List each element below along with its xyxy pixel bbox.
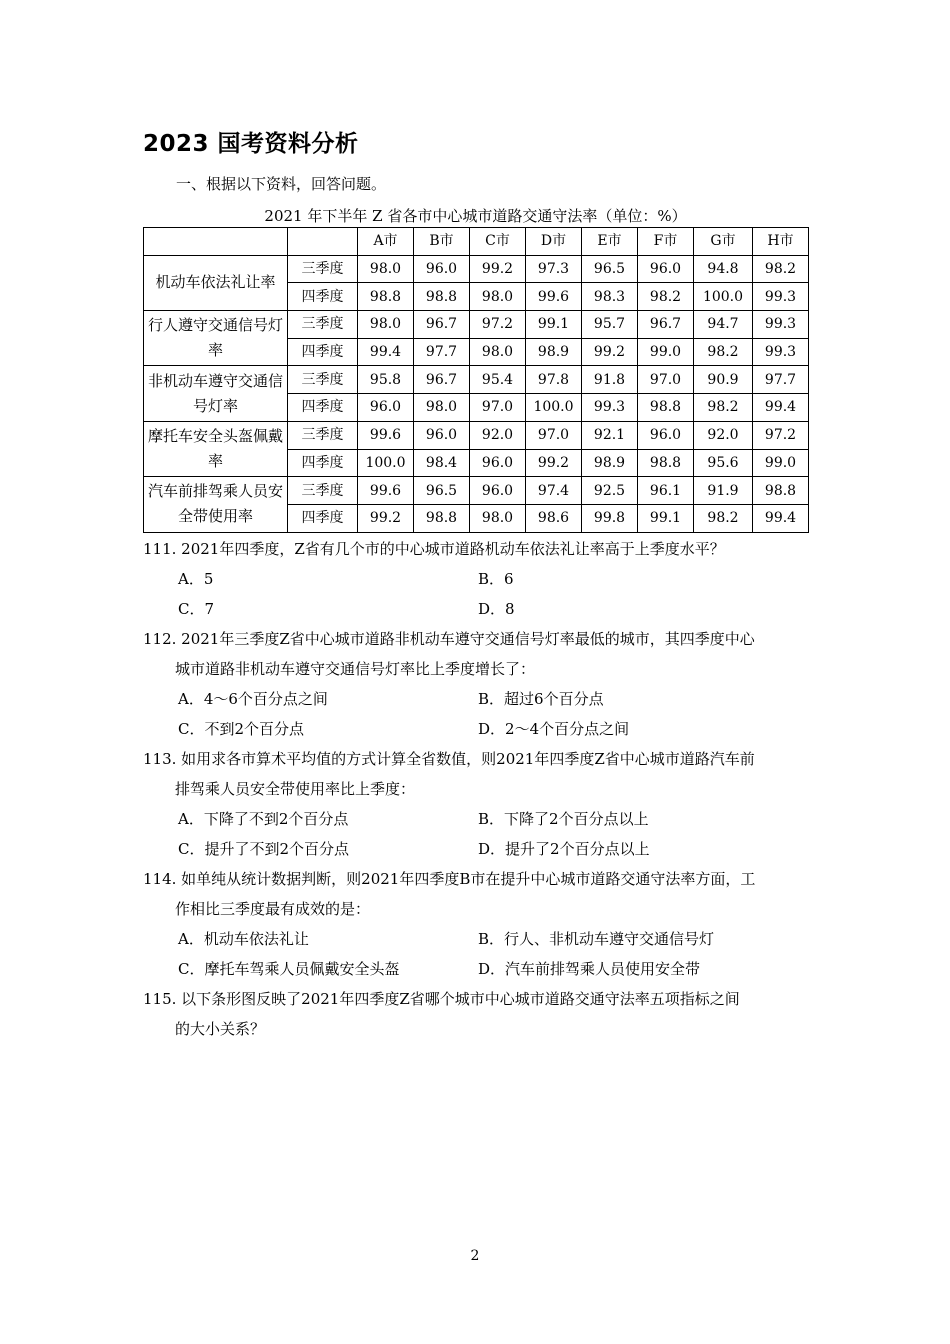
value-cell: 99.1 [638, 504, 694, 532]
question-stem: 111. 2021年四季度，Z省有几个市的中心城市道路机动车依法礼让率高于上季度水平？ [143, 540, 725, 558]
question-stem-continued: 作相比三季度最有成效的是： [175, 900, 371, 918]
option-row [143, 834, 808, 864]
header-blank-cell [288, 228, 358, 256]
city-header: B市 [414, 228, 470, 256]
value-cell: 99.2 [470, 255, 526, 283]
city-header: D市 [526, 228, 582, 256]
value-cell: 99.2 [526, 449, 582, 477]
value-cell: 98.0 [414, 394, 470, 422]
answer-option[interactable]: C．不到2个百分点 [178, 720, 305, 738]
value-cell: 98.2 [753, 255, 809, 283]
value-cell: 96.0 [638, 255, 694, 283]
quarter-label: 三季度 [288, 311, 358, 339]
table-header-row [144, 228, 809, 256]
value-cell: 96.1 [638, 477, 694, 505]
question-stem: 115. 以下条形图反映了2021年四季度Z省哪个城市中心城市道路交通守法率五项指标之间 [143, 990, 740, 1008]
value-cell: 97.2 [753, 421, 809, 449]
value-cell: 98.0 [470, 338, 526, 366]
answer-option[interactable]: A．下降了不到2个百分点 [178, 810, 349, 828]
question-block [143, 744, 808, 864]
city-header: G市 [694, 228, 753, 256]
question-stem-continued: 排驾乘人员安全带使用率比上季度： [175, 780, 416, 798]
value-cell: 98.9 [526, 338, 582, 366]
compliance-rate-table [143, 227, 809, 533]
value-cell: 98.2 [638, 283, 694, 311]
answer-option[interactable]: C．提升了不到2个百分点 [178, 840, 350, 858]
value-cell: 97.7 [414, 338, 470, 366]
value-cell: 95.4 [470, 366, 526, 394]
question-block [143, 984, 808, 1044]
value-cell: 98.9 [582, 449, 638, 477]
quarter-label: 四季度 [288, 283, 358, 311]
value-cell: 98.8 [414, 504, 470, 532]
option-row [143, 594, 808, 624]
indicator-label: 行人遵守交通信号灯率 [144, 311, 288, 366]
value-cell: 99.3 [753, 311, 809, 339]
value-cell: 97.8 [526, 366, 582, 394]
answer-option[interactable]: A．4～6个百分点之间 [178, 690, 328, 708]
quarter-label: 三季度 [288, 421, 358, 449]
quarter-label: 三季度 [288, 255, 358, 283]
answer-option[interactable]: B．6 [478, 570, 514, 588]
question-stem: 113. 如用求各市算术平均值的方式计算全省数值，则2021年四季度Z省中心城市道路汽车前 [143, 750, 755, 768]
value-cell: 98.8 [358, 283, 414, 311]
indicator-label: 汽车前排驾乘人员安全带使用率 [144, 477, 288, 532]
answer-option[interactable]: A．机动车依法礼让 [178, 930, 309, 948]
question-stem: 114. 如单纯从统计数据判断，则2021年四季度B市在提升中心城市道路交通守法率方面，工 [143, 870, 756, 888]
option-row [143, 804, 808, 834]
answer-option[interactable]: D．2～4个百分点之间 [478, 720, 630, 738]
value-cell: 99.0 [753, 449, 809, 477]
value-cell: 94.7 [694, 311, 753, 339]
value-cell: 96.7 [638, 311, 694, 339]
value-cell: 99.4 [753, 504, 809, 532]
quarter-label: 四季度 [288, 449, 358, 477]
value-cell: 97.0 [526, 421, 582, 449]
option-row [143, 924, 808, 954]
indicator-label: 非机动车遵守交通信号灯率 [144, 366, 288, 421]
value-cell: 91.9 [694, 477, 753, 505]
answer-option[interactable]: B．超过6个百分点 [478, 690, 604, 708]
table-row [144, 477, 809, 505]
page-number: 2 [470, 1248, 480, 1264]
value-cell: 96.0 [414, 421, 470, 449]
value-cell: 98.8 [753, 477, 809, 505]
value-cell: 94.8 [694, 255, 753, 283]
question-block [143, 864, 808, 984]
value-cell: 92.0 [470, 421, 526, 449]
answer-option[interactable]: D．8 [478, 600, 515, 618]
value-cell: 98.0 [358, 255, 414, 283]
value-cell: 92.5 [582, 477, 638, 505]
value-cell: 92.1 [582, 421, 638, 449]
value-cell: 96.7 [414, 311, 470, 339]
question-stem: 112. 2021年三季度Z省中心城市道路非机动车遵守交通信号灯率最低的城市，其四季度中心 [143, 630, 755, 648]
question-block [143, 534, 808, 624]
answer-option[interactable]: B．行人、非机动车遵守交通信号灯 [478, 930, 715, 948]
value-cell: 98.6 [526, 504, 582, 532]
value-cell: 98.8 [638, 449, 694, 477]
value-cell: 96.0 [358, 394, 414, 422]
section-intro: 一、根据以下资料，回答问题。 [176, 175, 387, 193]
city-header: C市 [470, 228, 526, 256]
answer-option[interactable]: C．摩托车驾乘人员佩戴安全头盔 [178, 960, 400, 978]
value-cell: 95.6 [694, 449, 753, 477]
indicator-label: 摩托车安全头盔佩戴率 [144, 421, 288, 476]
value-cell: 96.0 [470, 449, 526, 477]
indicator-label: 机动车依法礼让率 [144, 255, 288, 310]
quarter-label: 四季度 [288, 504, 358, 532]
value-cell: 98.2 [694, 338, 753, 366]
value-cell: 99.3 [753, 338, 809, 366]
value-cell: 99.6 [358, 421, 414, 449]
value-cell: 98.2 [694, 394, 753, 422]
value-cell: 99.0 [638, 338, 694, 366]
value-cell: 98.8 [414, 283, 470, 311]
value-cell: 99.8 [582, 504, 638, 532]
value-cell: 97.0 [470, 394, 526, 422]
table-row [144, 255, 809, 283]
city-header: E市 [582, 228, 638, 256]
table-row [144, 311, 809, 339]
value-cell: 95.8 [358, 366, 414, 394]
city-header: F市 [638, 228, 694, 256]
value-cell: 99.2 [582, 338, 638, 366]
value-cell: 96.7 [414, 366, 470, 394]
value-cell: 96.0 [638, 421, 694, 449]
value-cell: 99.3 [582, 394, 638, 422]
quarter-label: 四季度 [288, 394, 358, 422]
value-cell: 95.7 [582, 311, 638, 339]
value-cell: 99.1 [526, 311, 582, 339]
option-row [143, 954, 808, 984]
quarter-label: 三季度 [288, 477, 358, 505]
value-cell: 99.4 [753, 394, 809, 422]
page-title: 2023 国考资料分析 [143, 131, 359, 157]
table-row [144, 366, 809, 394]
value-cell: 97.7 [753, 366, 809, 394]
question-block [143, 624, 808, 744]
value-cell: 96.0 [414, 255, 470, 283]
header-blank-cell [144, 228, 288, 256]
value-cell: 100.0 [694, 283, 753, 311]
answer-option[interactable]: C．7 [178, 600, 215, 618]
quarter-label: 四季度 [288, 338, 358, 366]
value-cell: 99.6 [526, 283, 582, 311]
answer-option[interactable]: D．提升了2个百分点以上 [478, 840, 650, 858]
answer-option[interactable]: A．5 [178, 570, 214, 588]
value-cell: 98.2 [694, 504, 753, 532]
value-cell: 97.3 [526, 255, 582, 283]
answer-option[interactable]: D．汽车前排驾乘人员使用安全带 [478, 960, 701, 978]
question-stem-continued: 的大小关系？ [175, 1020, 266, 1038]
value-cell: 91.8 [582, 366, 638, 394]
value-cell: 98.4 [414, 449, 470, 477]
city-header: A市 [358, 228, 414, 256]
value-cell: 99.4 [358, 338, 414, 366]
table-row [144, 421, 809, 449]
value-cell: 96.5 [582, 255, 638, 283]
value-cell: 98.0 [470, 283, 526, 311]
value-cell: 97.0 [638, 366, 694, 394]
option-row [143, 564, 808, 594]
value-cell: 98.0 [470, 504, 526, 532]
value-cell: 99.3 [753, 283, 809, 311]
value-cell: 92.0 [694, 421, 753, 449]
table-caption: 2021 年下半年 Z 省各市中心城市道路交通守法率（单位：%） [264, 207, 687, 225]
value-cell: 100.0 [526, 394, 582, 422]
value-cell: 100.0 [358, 449, 414, 477]
question-stem-continued: 城市道路非机动车遵守交通信号灯率比上季度增长了： [175, 660, 536, 678]
value-cell: 99.6 [358, 477, 414, 505]
option-row [143, 684, 808, 714]
value-cell: 96.5 [414, 477, 470, 505]
quarter-label: 三季度 [288, 366, 358, 394]
answer-option[interactable]: B．下降了2个百分点以上 [478, 810, 649, 828]
value-cell: 98.3 [582, 283, 638, 311]
value-cell: 99.2 [358, 504, 414, 532]
city-header: H市 [753, 228, 809, 256]
value-cell: 97.4 [526, 477, 582, 505]
value-cell: 98.0 [358, 311, 414, 339]
value-cell: 90.9 [694, 366, 753, 394]
value-cell: 97.2 [470, 311, 526, 339]
option-row [143, 714, 808, 744]
value-cell: 98.8 [638, 394, 694, 422]
value-cell: 96.0 [470, 477, 526, 505]
